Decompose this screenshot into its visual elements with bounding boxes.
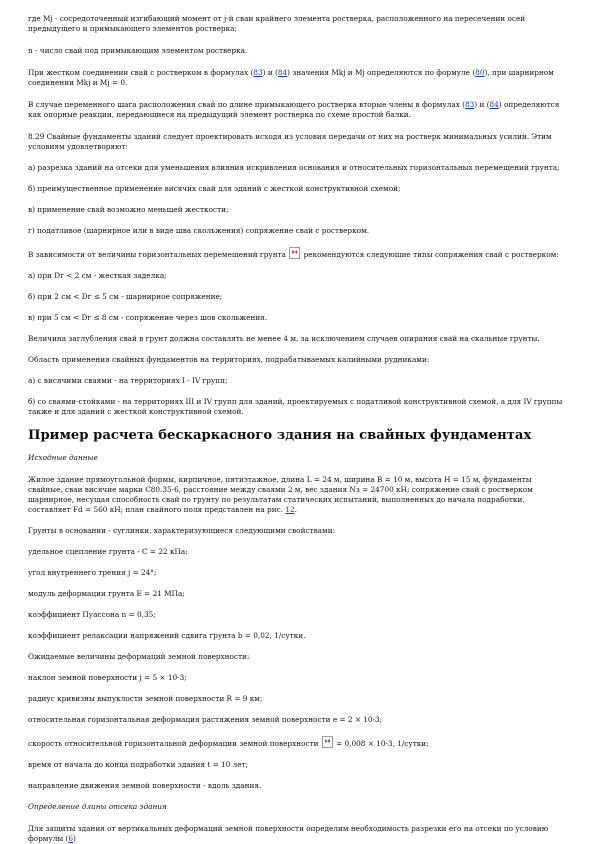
paragraph: в) применение свай возможно меньшей жесткости; xyxy=(28,205,229,214)
paragraph: б) при 2 см < Dг ≤ 5 см - шарнирное сопряжение; xyxy=(28,292,223,301)
formula-link[interactable]: 80 xyxy=(475,68,485,77)
paragraph: В случае переменного шага расположения свай по длине примыкающего ростверка вторые члены в формулах (83) и (84) определяются как опорные реакции, передающиеся на предыдущий элемент ростверка по схеме простой балки. xyxy=(28,100,560,119)
paragraph: Область применения свайных фундаментов на территориях, подрабатываемых калийными рудниками: xyxy=(28,355,430,364)
formula-link[interactable]: 83 xyxy=(465,100,475,109)
document-page xyxy=(28,14,568,844)
paragraph: Жилое здание прямоугольной формы, кирпичное, пятиэтажное, длина L = 24 м, ширина B = 10 м, высота H = 15 м, фундаменты свайные, сваи висячие марки С80.35-6, расстояние между сваями 2 м, вес здания Nз = 24700 кН; сопряжение свай с ростверком шарнирное, несущая способность свай по грунту по результатам статических испытаний, выполненных до начала подработки, составляет Fd = 560 кН; план свайного поля представлен на рис. 12. xyxy=(28,475,533,514)
paragraph: радиус кривизны выпуклости земной поверхности R = 9 км; xyxy=(28,694,263,703)
text-block-3 xyxy=(28,824,568,844)
paragraph: скорость относительной горизонтальной деформации земной поверхности = 0,008 × 10-3, 1/сутки; xyxy=(28,736,568,749)
paragraph: угол внутреннего трения j = 24°; xyxy=(28,568,157,577)
paragraph: б) со сваями-стойками - на территориях III и IV групп для зданий, проектируемых с податливой конструктивной схемой, а для IV группы также и для зданий с жесткой конструктивной схемой. xyxy=(28,397,563,416)
paragraph: n - число свай под примыкающим элементом ростверка. xyxy=(28,46,248,55)
text-block-1 xyxy=(28,14,568,417)
formula-link[interactable]: 6 xyxy=(68,834,74,843)
paragraph: б) преимущественное применение висячих свай для зданий с жесткой конструктивной схемой; xyxy=(28,184,401,193)
paragraph: а) с висячими сваями - на территориях I - IV групп; xyxy=(28,376,228,385)
paragraph: направление движения земной поверхности - вдоль здания. xyxy=(28,781,262,790)
paragraph: относительная горизонтальная деформация растяжения земной поверхности e = 2 × 10-3; xyxy=(28,715,383,724)
paragraph: Для защиты здания от вертикальных деформаций земной поверхности определим необходимость разрезки его на отсеки по условию формулы (6) xyxy=(28,824,549,843)
paragraph: Ожидаемые величины деформаций земной поверхности: xyxy=(28,652,250,661)
paragraph: 8.29 Свайные фундаменты зданий следует проектировать исходя из условия передачи от них на ростверк минимальных усилий. Этим условиям удовлетворяют: xyxy=(28,132,552,151)
paragraph: наклон земной поверхности j = 5 × 10-3; xyxy=(28,673,187,682)
text-block-2 xyxy=(28,475,568,791)
paragraph: В зависимости от величины горизонтальных перемещений грунта рекомендуются следующие типы сопряжения свай с ростверком: xyxy=(28,247,568,260)
paragraph: а) разрезка зданий на отсеки для уменьшения влияния искривления основания и относительных горизонтальных перемещений грунта; xyxy=(28,163,560,172)
paragraph: г) податливое (шарнирное или в виде шва скольжения) сопряжение свай с ростверком. xyxy=(28,226,370,235)
paragraph: Грунты в основании - суглинки, характеризующиеся следующими свойствами: xyxy=(28,526,336,535)
formula-link[interactable]: 83 xyxy=(253,68,263,77)
formula-link[interactable]: 12 xyxy=(285,505,295,514)
formula-link[interactable]: 84 xyxy=(489,100,499,109)
broken-image-icon xyxy=(289,247,300,259)
paragraph: в) при 5 см < Dг ≤ 8 см - сопряжение через шов скольжения. xyxy=(28,313,268,322)
paragraph: коэффициент Пуассона n = 0,35; xyxy=(28,610,156,619)
paragraph: модуль деформации грунта E = 21 МПа; xyxy=(28,589,185,598)
broken-image-icon xyxy=(322,736,333,748)
paragraph: где Mj - сосредоточенный изгибающий момент от j-й сваи крайнего элемента ростверка, расположенного на пересечении осей предыдущего и примыкающего элементов ростверка; xyxy=(28,14,526,33)
paragraph: коэффициент релаксации напряжений сдвига грунта b = 0,02, 1/сутки. xyxy=(28,631,306,640)
formula-link[interactable]: 84 xyxy=(277,68,288,77)
subsection-heading-section-length: Определение длины отсека здания xyxy=(28,802,167,811)
paragraph: а) при Dг < 2 см - жесткая заделка; xyxy=(28,271,167,280)
paragraph: время от начала до конца подработки здания t = 10 лет; xyxy=(28,760,249,769)
paragraph: Величина заглубления свай в грунт должна составлять не менее 4 м, за исключением случаев опирания свай на скальные грунты. xyxy=(28,334,540,343)
subsection-heading-initial-data: Исходные данные xyxy=(28,453,98,462)
paragraph: При жестком соединении свай с ростверком в формулах (83) и (84) значения Mkj и Mj определяются по формуле (80), при шарнирном соединении Mkj и Mj = 0. xyxy=(28,68,554,87)
section-heading: Пример расчета бескаркасного здания на свайных фундаментах xyxy=(28,428,532,443)
paragraph: удельное сцепление грунта - C = 22 кПа; xyxy=(28,547,188,556)
